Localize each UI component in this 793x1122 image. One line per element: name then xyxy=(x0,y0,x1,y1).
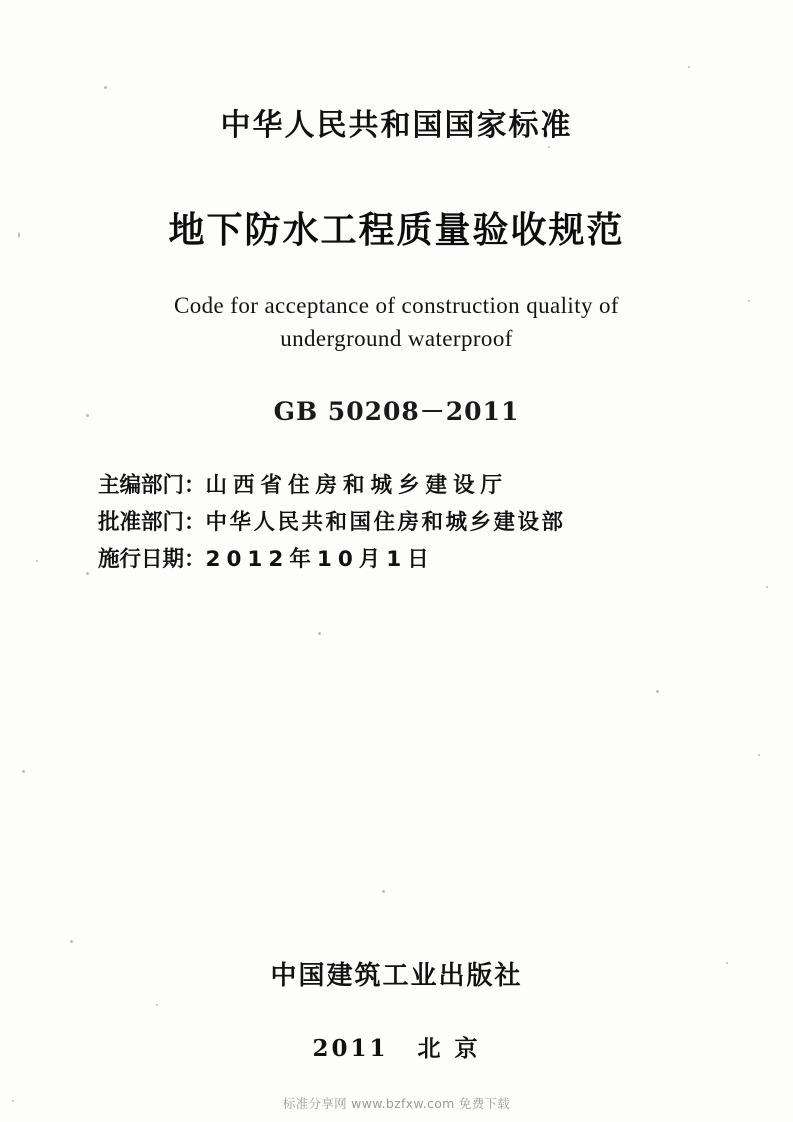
scan-speck xyxy=(766,586,768,588)
scan-speck xyxy=(656,690,659,693)
scan-speck xyxy=(382,890,385,893)
publication-place: 北 京 xyxy=(417,1036,481,1062)
national-standard-heading: 中华人民共和国国家标准 xyxy=(220,108,573,143)
scan-speck xyxy=(70,940,73,943)
metadata-value-effective-date: 2012年10月1日 xyxy=(205,546,435,572)
metadata-row-effective-date xyxy=(98,542,793,579)
publisher-name: 中国建筑工业出版社 xyxy=(270,961,523,991)
publication-year: 2011 xyxy=(312,1035,389,1062)
document-title-en xyxy=(0,289,793,356)
metadata-row-approving-department xyxy=(98,505,793,542)
document-title-en-line-2: underground waterproof xyxy=(280,326,513,352)
standard-code: GB 50208－2011 xyxy=(273,396,520,426)
metadata-value-editing-department: 山西省住房和城乡建设厅 xyxy=(205,472,509,498)
document-title-cn: 地下防水工程质量验收规范 xyxy=(168,210,625,251)
metadata-value-approving-department: 中华人民共和国住房和城乡建设部 xyxy=(205,509,566,535)
watermark-text: 标准分享网 www.bzfxw.com 免费下载 xyxy=(282,1096,511,1111)
metadata-label-approving-department: 批准部门： xyxy=(98,509,206,535)
document-title-en-line-1: Code for acceptance of construction quality of xyxy=(173,293,619,318)
standard-metadata xyxy=(0,468,793,579)
scan-speck xyxy=(318,632,321,635)
publication-year-place xyxy=(0,1030,793,1063)
metadata-label-effective-date: 施行日期： xyxy=(98,546,206,572)
scan-speck xyxy=(22,770,25,773)
scan-speck xyxy=(156,1004,158,1006)
metadata-label-editing-department: 主编部门： xyxy=(98,472,206,498)
scan-speck xyxy=(758,754,760,756)
metadata-row-editing-department xyxy=(98,468,793,505)
